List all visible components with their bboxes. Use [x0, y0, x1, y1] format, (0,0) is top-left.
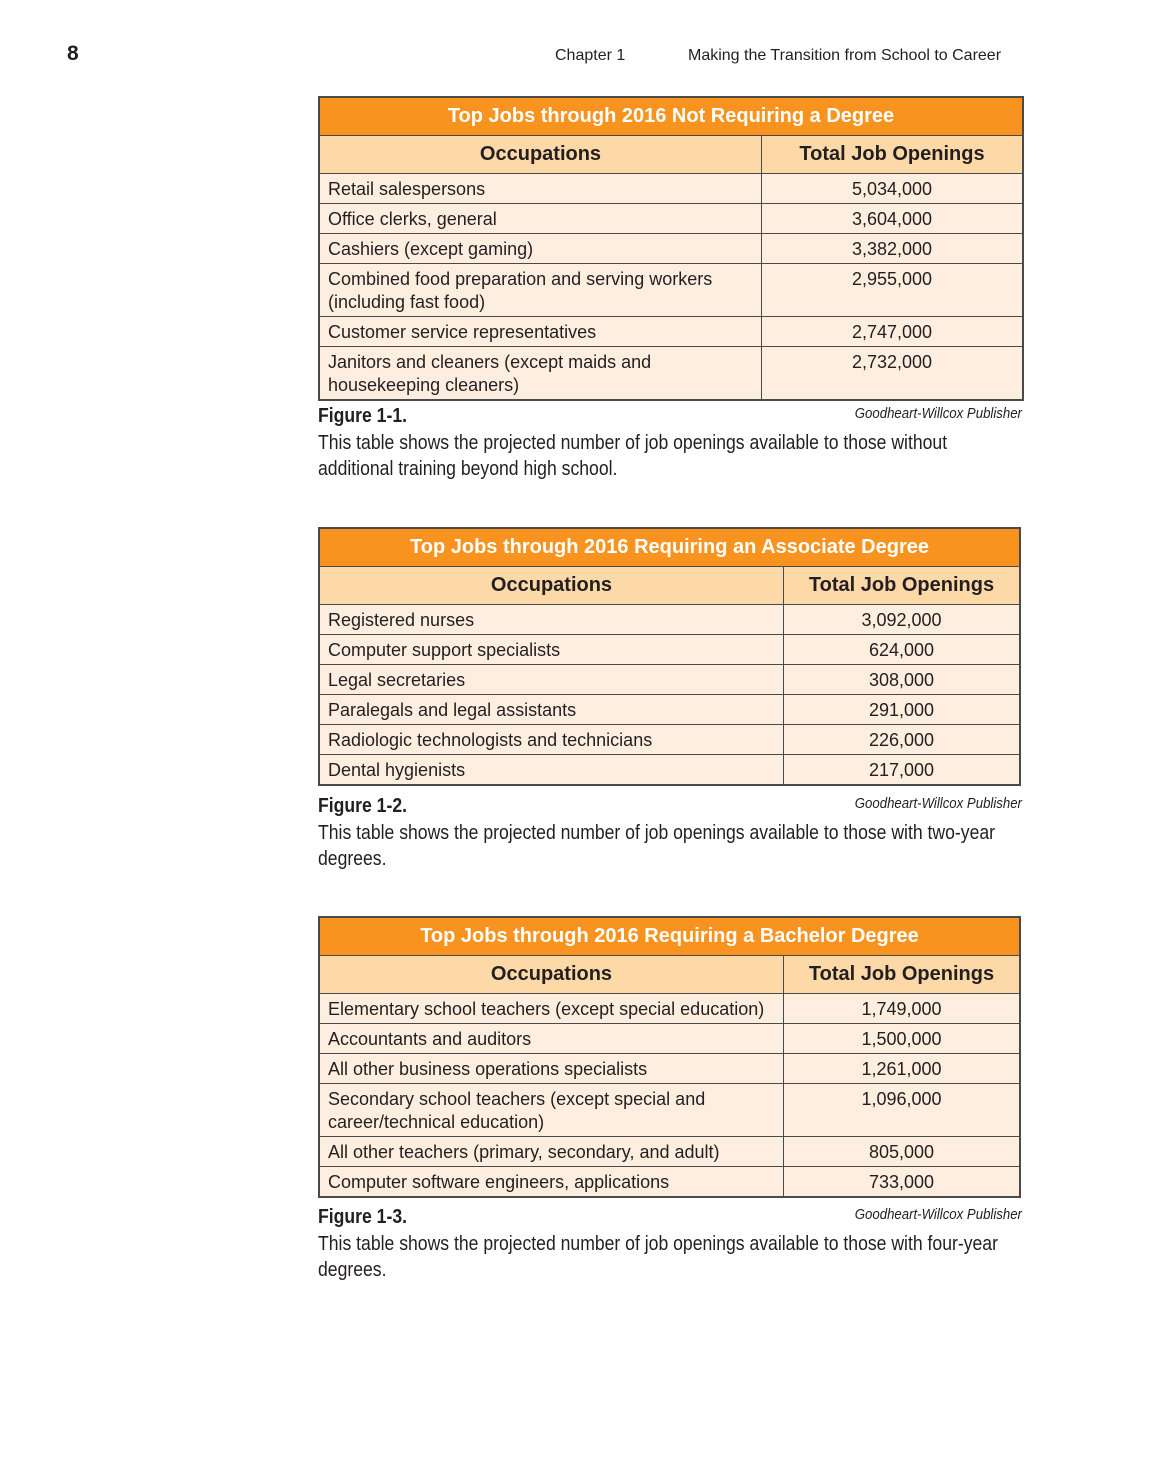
table-row [319, 1024, 1020, 1054]
table-row [319, 1167, 1020, 1198]
column-header-openings: Total Job Openings [762, 136, 1024, 174]
column-header-occupations: Occupations [319, 136, 762, 174]
jobs-table [318, 527, 1021, 786]
occupation-cell: Janitors and cleaners (except maids and housekeeping cleaners) [319, 347, 762, 401]
occupation-cell: Paralegals and legal assistants [319, 695, 784, 725]
openings-cell: 733,000 [784, 1167, 1021, 1198]
jobs-table [318, 96, 1024, 401]
openings-cell: 308,000 [784, 665, 1021, 695]
publisher-credit: Goodheart-Willcox Publisher [854, 1206, 1022, 1223]
running-head-chapter: Chapter 1 [555, 47, 626, 64]
table-row [319, 317, 1023, 347]
publisher-credit: Goodheart-Willcox Publisher [854, 795, 1022, 812]
openings-cell: 291,000 [784, 695, 1021, 725]
figure-caption: This table shows the projected number of job openings available to those without additional training beyond high school. [318, 432, 948, 480]
occupation-cell: Combined food preparation and serving workers (including fast food) [319, 264, 762, 317]
openings-cell: 624,000 [784, 635, 1021, 665]
figure-caption-block [318, 1206, 1022, 1283]
openings-cell: 5,034,000 [762, 174, 1024, 204]
table-title: Top Jobs through 2016 Requiring a Bachelor Degree [319, 917, 1020, 956]
table-row [319, 695, 1020, 725]
table-row [319, 174, 1023, 204]
occupation-cell: Radiologic technologists and technicians [319, 725, 784, 755]
publisher-credit: Goodheart-Willcox Publisher [854, 405, 1022, 422]
jobs-table [318, 916, 1021, 1198]
column-header-occupations: Occupations [319, 956, 784, 994]
occupation-cell: All other business operations specialists [319, 1054, 784, 1084]
table-row [319, 725, 1020, 755]
figure-caption: This table shows the projected number of job openings available to those with two-year degrees. [318, 822, 996, 870]
table-row [319, 204, 1023, 234]
occupation-cell: Accountants and auditors [319, 1024, 784, 1054]
table-row [319, 994, 1020, 1024]
figure-label: Figure 1-1. [318, 405, 408, 427]
table-title: Top Jobs through 2016 Not Requiring a Degree [319, 97, 1023, 136]
openings-cell: 3,604,000 [762, 204, 1024, 234]
openings-cell: 1,749,000 [784, 994, 1021, 1024]
openings-cell: 1,096,000 [784, 1084, 1021, 1137]
running-head-title: Making the Transition from School to Career [688, 47, 1002, 64]
occupation-cell: Elementary school teachers (except special education) [319, 994, 784, 1024]
column-header-occupations: Occupations [319, 567, 784, 605]
openings-cell: 3,092,000 [784, 605, 1021, 635]
table-row [319, 1084, 1020, 1137]
occupation-cell: Computer support specialists [319, 635, 784, 665]
occupation-cell: Cashiers (except gaming) [319, 234, 762, 264]
openings-cell: 2,955,000 [762, 264, 1024, 317]
occupation-cell: Retail salespersons [319, 174, 762, 204]
table-row [319, 347, 1023, 401]
openings-cell: 1,261,000 [784, 1054, 1021, 1084]
openings-cell: 805,000 [784, 1137, 1021, 1167]
table-title: Top Jobs through 2016 Requiring an Associate Degree [319, 528, 1020, 567]
openings-cell: 2,747,000 [762, 317, 1024, 347]
occupation-cell: Computer software engineers, applications [319, 1167, 784, 1198]
occupation-cell: Secondary school teachers (except special and career/technical education) [319, 1084, 784, 1137]
figure-caption: This table shows the projected number of job openings available to those with four-year degrees. [318, 1233, 998, 1281]
table-row [319, 264, 1023, 317]
table-row [319, 1054, 1020, 1084]
occupation-cell: Legal secretaries [319, 665, 784, 695]
table-row [319, 665, 1020, 695]
figure-label: Figure 1-3. [318, 1206, 408, 1228]
figure-caption-block [318, 795, 1022, 872]
column-header-openings: Total Job Openings [784, 956, 1021, 994]
table-row [319, 635, 1020, 665]
openings-cell: 1,500,000 [784, 1024, 1021, 1054]
page-number: 8 [67, 42, 79, 65]
column-header-openings: Total Job Openings [784, 567, 1021, 605]
openings-cell: 2,732,000 [762, 347, 1024, 401]
figure-label: Figure 1-2. [318, 795, 408, 817]
table-row [319, 234, 1023, 264]
figure-caption-block [318, 405, 1022, 482]
table-row [319, 755, 1020, 786]
openings-cell: 217,000 [784, 755, 1021, 786]
openings-cell: 226,000 [784, 725, 1021, 755]
table-row [319, 1137, 1020, 1167]
occupation-cell: Registered nurses [319, 605, 784, 635]
occupation-cell: Office clerks, general [319, 204, 762, 234]
occupation-cell: Customer service representatives [319, 317, 762, 347]
occupation-cell: All other teachers (primary, secondary, and adult) [319, 1137, 784, 1167]
table-row [319, 605, 1020, 635]
openings-cell: 3,382,000 [762, 234, 1024, 264]
occupation-cell: Dental hygienists [319, 755, 784, 786]
